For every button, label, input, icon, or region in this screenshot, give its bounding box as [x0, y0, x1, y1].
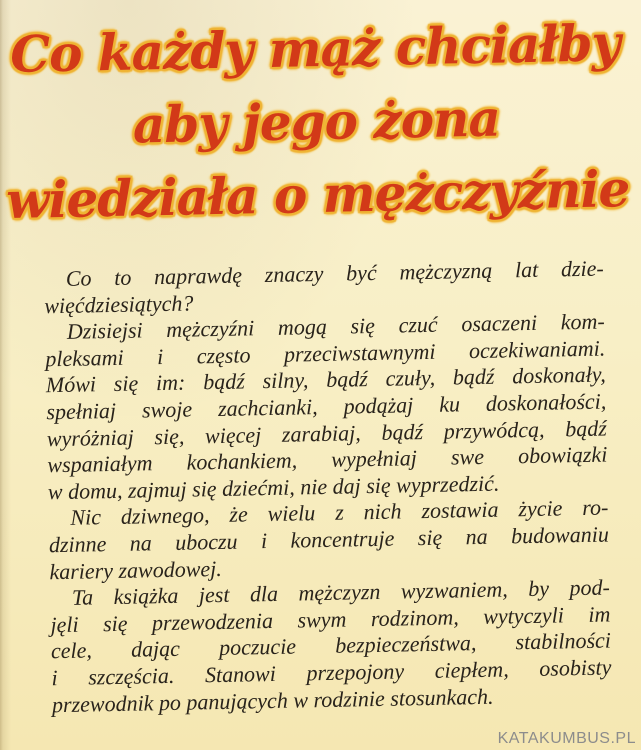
title-line: Co każdy mąż chciałby: [9, 13, 621, 84]
text-line: Dzisiejsi mężczyźni mogą się czuć osaczeni kom-: [66, 308, 605, 345]
text-line: i szczęścia. Stanowi przepojony ciepłem, osobisty: [51, 654, 612, 691]
text-line: Ta książka jest dla mężczyzn wyzwaniem, by pod-: [71, 574, 611, 610]
title-line: aby jego żona: [132, 88, 501, 155]
text-line: wspaniałym kochankiem, wypełniaj swe obowiązki: [47, 441, 608, 478]
paragraph: [50, 575, 612, 719]
page-title: [0, 6, 639, 237]
watermark: KATAKUMBUS.PL: [497, 730, 636, 747]
text-line: Nic dziwnego, że wielu z nich zostawia życie ro-: [70, 494, 609, 531]
text-line: spełniaj swoje zachcianki, podążaj ku doskonałości,: [46, 388, 607, 425]
text-line: pleksami i często przeciwstawnymi oczekiwaniami.: [45, 335, 606, 372]
paragraph: [48, 495, 609, 586]
text-line: przewodnik po panujących w rodzinie stosunkach.: [51, 683, 494, 717]
text-line: dzinne na uboczu i koncentruje się na budowaniu: [48, 521, 610, 558]
text-line: Mówi się im: bądź silny, bądź czuły, bądź doskonały,: [45, 361, 607, 398]
text-line: więćdziesiątych?: [44, 290, 194, 318]
text-line: cele, dając poczucie bezpieczeństwa, stabilności: [50, 627, 612, 664]
paragraph: [45, 309, 608, 506]
text-line: w domu, zajmuj się dziećmi, nie daj się wyprzedzić.: [47, 470, 500, 505]
text-line: jęli się przewodzenia swym rodzinom, wytyczyli im: [50, 601, 611, 637]
text-line: wyróżniaj się, więcej zarabiaj, bądź przywódcą, bądź: [46, 415, 608, 451]
text-line: kariery zawodowej.: [49, 555, 222, 584]
body-text: [44, 256, 613, 719]
text-line: Co to naprawdę znaczy być mężczyzną lat dzie-: [65, 255, 604, 291]
title-line: wiedziała o mężczyźnie: [5, 159, 630, 231]
